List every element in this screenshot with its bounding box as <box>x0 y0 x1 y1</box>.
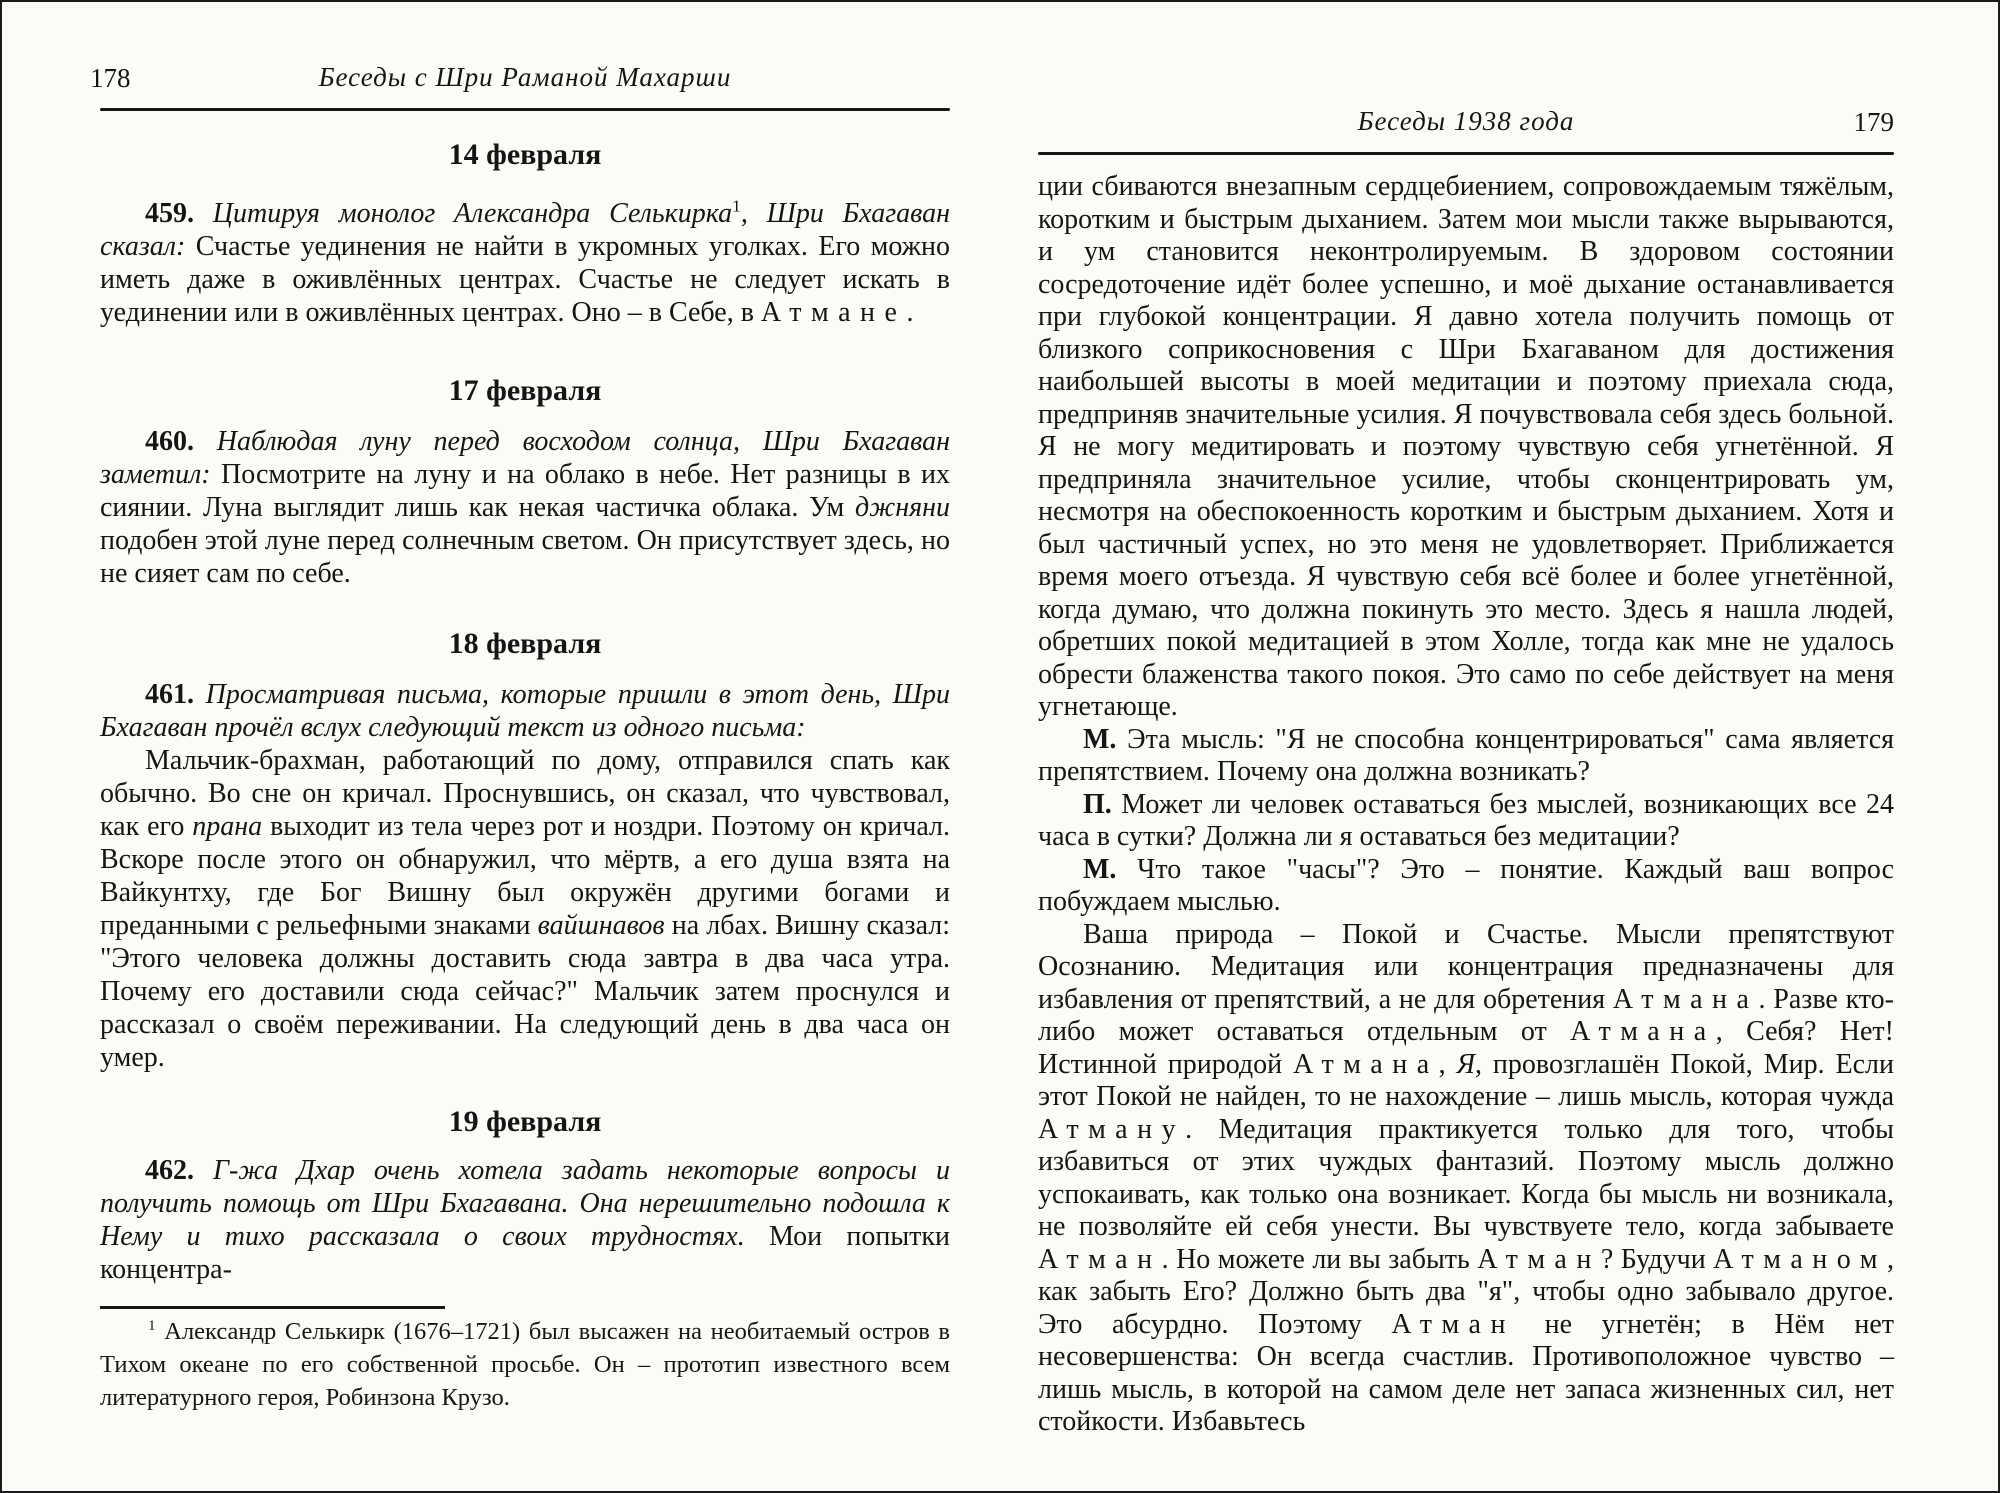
paragraph-461-intro: 461. Просматривая письма, которые пришли в этот день, Шри Бхагаван прочёл вслух следующий текст из одного письма: <box>100 679 950 743</box>
right-page <box>1038 106 1894 1439</box>
maharshi-answer-1: М. Эта мысль: "Я не способна концентрироваться" сама является препятствием. Почему она должна возникать? <box>1038 723 1894 787</box>
paragraph-462: 462. Г-жа Дхар очень хотела задать некоторые вопросы и получить помощь от Шри Бхагавана. Она нерешительно подошла к Нему и тихо рассказала о своих трудностях. Мои попытки концентра- <box>100 1155 950 1285</box>
continuation-paragraph: ции сбиваются внезапным сердцебиением, сопровождаемым тяжёлым, коротким и быстрым дыханием. Затем мои мысли также вырываются, и ум становится неконтролируемым. В здоровом состоянии сосредоточение идёт более успешно, и моё дыхание останавливается при глубокой концентрации. Я давно хотела получить помощь от близкого соприкосновения с Шри Бхагаваном для достижения наибольшей высоты в моей медитации и поэтому приехала сюда, предприняв значительные усилия. Я почувствовала себя здесь больной. Я не могу медитировать и поэтому чувствую себя угнетённой. Я предприняла значительное усилие, чтобы сконцентрировать ум, несмотря на обеспокоенность коротким и быстрым дыханием. Хотя и был частичный успех, но это меня не удовлетворяет. Приближается время моего отъезда. Я чувствую себя всё более и более угнетённой, когда думаю, что должна покинуть это место. Здесь я нашла людей, обретших покой медитацией в этом Холле, тогда как мне не удалось обрести блаженства такого покоя. Это само по себе действует на меня угнетающе. <box>1038 171 1894 722</box>
paragraph-461-body: Мальчик-брахман, работающий по дому, отправился спать как обычно. Во сне он кричал. Проснувшись, он сказал, что чувствовал, как его прана выходит из тела через рот и ноздри. Поэтому он кричал. Вскоре после этого он обнаружил, что мёртв, а его душа взята на Вайкунтху, где Бог Вишну был окружён другими богами и преданными с рельефными знаками вайшнавов на лбах. Вишну сказал: "Этого человека должны доставить сюда завтра в два часа утра. Почему его доставили сюда сейчас?" Мальчик затем проснулся и рассказал о своём переживании. На следующий день в два часа он умер. <box>100 745 950 1073</box>
header-rule-right <box>1038 152 1894 155</box>
maharshi-answer-3: Ваша природа – Покой и Счастье. Мысли препятствуют Осознанию. Медитация или концентрация предназначены для избавления от препятствий, а не для обретения Атмана. Разве кто-либо может оставаться отдельным от Атмана, Себя? Нет! Истинной природой Атмана, Я, провозглашён Покой, Мир. Если этот Покой не найден, то не нахождение – лишь мысль, которая чужда Атману. Медитация практикуется только для того, чтобы избавиться от этих чуждых фантазий. Поэтому мысль должно успокаивать, как только она возникает. Когда бы мысль ни возникала, не позволяйте ей себя унести. Вы чувствуете тело, когда забываете Атман. Но можете ли вы забыть Атман? Будучи Атманом, как забыть Его? Должно быть два "я", чтобы одно забывало другое. Это абсурдно. Поэтому Атман не угнетён; в Нём нет несовершенства: Он всегда счастлив. Противоположное чувство – лишь мысль, в которой на самом деле нет запаса жизненных сил, нет стойкости. Избавьтесь <box>1038 918 1895 1437</box>
maharshi-answer-2: М. Что такое "часы"? Это – понятие. Каждый ваш вопрос побуждаем мыслью. <box>1038 853 1894 917</box>
page-number-left: 178 <box>90 63 131 93</box>
date-heading-14-feb: 14 февраля <box>448 138 602 171</box>
date-heading-19-feb: 19 февраля <box>448 1105 602 1138</box>
left-running-head <box>90 62 950 98</box>
right-running-head <box>1038 106 1894 142</box>
left-page <box>90 62 950 1414</box>
paragraph-459: 459. Цитируя монолог Александра Селькирка$^1$, Шри Бхагаван сказал: Счастье уединения не найти в укромных уголках. Его можно иметь даже в оживлённых центрах. Счастье не следует искать в уединении или в оживлённых центрах. Оно – в Себе, в Атмане. <box>100 196 950 328</box>
paragraph-460: 460. Наблюдая луну перед восходом солнца, Шри Бхагаван заметил: Посмотрите на луну и на облако в небе. Нет разницы в их сиянии. Луна выглядит лишь как некая частичка облака. Ум джняни подобен этой луне перед солнечным светом. Он присутствует здесь, но не сияет сам по себе. <box>100 426 950 589</box>
footnote-text: $^1$ Александр Селькирк (1676–1721) был высажен на необитаемый остров в Тихом океане по его собственной просьбе. Он – прототип известного всем литературного героя, Робинзона Крузо. <box>100 1316 950 1411</box>
date-heading-17-feb: 17 февраля <box>448 374 602 407</box>
footnote-block <box>100 1306 950 1414</box>
header-rule-left <box>100 108 950 111</box>
running-title-right: Беседы 1938 года <box>1357 106 1575 136</box>
running-title-left: Беседы с Шри Раманой Махарши <box>318 62 732 92</box>
page-number-right: 179 <box>1853 107 1894 137</box>
devotee-question-1: П. Может ли человек оставаться без мыслей, возникающих все 24 часа в сутки? Должна ли я оставаться без медитации? <box>1038 788 1894 852</box>
date-heading-18-feb: 18 февраля <box>448 627 602 660</box>
footnote-separator <box>100 1306 445 1309</box>
